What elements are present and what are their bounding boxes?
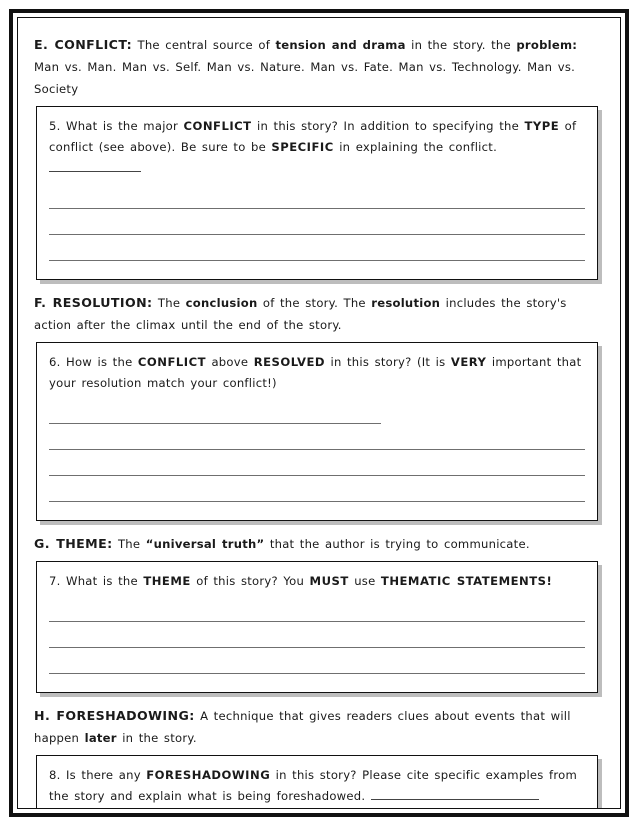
definition-heading-theme: G. THEME:: [34, 536, 113, 551]
definition-resolution-bold-1: conclusion: [185, 296, 258, 310]
definition-theme-bold-1: “universal truth”: [145, 537, 265, 551]
answer-line[interactable]: [49, 622, 585, 648]
answer-line[interactable]: [49, 183, 585, 209]
question-5-cap-c: SPECIFIC: [271, 140, 334, 154]
answer-line[interactable]: [49, 648, 585, 674]
question-7-text-b: of this story? You: [196, 574, 305, 588]
definition-theme: [34, 533, 606, 555]
worksheet-page-frame: [9, 9, 629, 817]
question-6-prompt: [49, 352, 585, 394]
definition-resolution-text-1: The: [157, 296, 181, 310]
definition-resolution-bold-2: resolution: [371, 296, 441, 310]
question-6-cap-c: VERY: [450, 355, 487, 369]
definition-theme-text-2: that the author is trying to communicate.: [269, 537, 530, 551]
question-5-text-a: What is the major: [66, 119, 179, 133]
question-5-prompt: [49, 116, 585, 179]
question-7-box[interactable]: [36, 561, 598, 693]
definition-heading-foreshadowing: H. FORESHADOWING:: [34, 708, 195, 723]
question-6-cap-a: CONFLICT: [137, 355, 206, 369]
definition-foreshadowing-bold-1: later: [84, 731, 117, 745]
definition-conflict-bold-2: problem:: [516, 38, 578, 52]
question-7-text-c: use: [354, 574, 376, 588]
question-5-number: 5.: [49, 119, 61, 133]
question-5-cap-a: CONFLICT: [183, 119, 252, 133]
definition-conflict-bold-1: tension and drama: [275, 38, 406, 52]
definition-foreshadowing: [34, 705, 606, 749]
answer-line[interactable]: [49, 596, 585, 622]
question-7-cap-c: THEMATIC STATEMENTS!: [380, 574, 553, 588]
answer-line[interactable]: [49, 398, 381, 424]
question-6-text-a: How is the: [66, 355, 133, 369]
definition-resolution-text-2: of the story. The: [262, 296, 366, 310]
question-8-text-b: in this story? Please cite specific examples from the story and explain what is being foreshadowed.: [49, 768, 578, 803]
definition-resolution-text-3: includes the story's action after the climax until the end of the story.: [34, 296, 567, 332]
question-6-cap-b: RESOLVED: [253, 355, 326, 369]
question-5-cap-b: TYPE: [524, 119, 560, 133]
definition-resolution: [34, 292, 606, 336]
question-7-prompt: [49, 571, 585, 592]
answer-line[interactable]: [49, 235, 585, 261]
question-7-cap-a: THEME: [143, 574, 191, 588]
answer-area-padding: [49, 261, 585, 269]
question-7-answer-lines[interactable]: [49, 596, 585, 682]
definition-conflict: [34, 34, 606, 100]
question-5-box[interactable]: [36, 106, 598, 280]
question-6-text-c: in this story? (It is: [330, 355, 446, 369]
answer-line[interactable]: [49, 209, 585, 235]
definition-foreshadowing-text-2: in the story.: [122, 731, 197, 745]
question-6-text-d: important that your resolution match your conflict!): [49, 355, 582, 390]
question-7-text-a: What is the: [66, 574, 138, 588]
definition-heading-conflict: E. CONFLICT:: [34, 37, 133, 52]
definition-theme-text-1: The: [117, 537, 141, 551]
question-5-text-b: in this story? In addition to specifying the: [257, 119, 519, 133]
question-8-inline-answer-rule[interactable]: [371, 789, 539, 800]
question-7-cap-b: MUST: [309, 574, 349, 588]
answer-area-padding: [49, 502, 585, 510]
question-8-prompt: [49, 765, 585, 807]
answer-line[interactable]: [49, 476, 585, 502]
worksheet-page-inner-border: [17, 17, 621, 809]
definition-foreshadowing-text-1: A technique that gives readers clues about events that will happen: [34, 709, 571, 745]
question-5-text-d: in explaining the conflict.: [339, 140, 498, 154]
answer-area-padding: [49, 674, 585, 682]
answer-line[interactable]: [49, 424, 585, 450]
question-6-box[interactable]: [36, 342, 598, 521]
question-5-text-c: of conflict (see above). Be sure to be: [49, 119, 577, 154]
question-8-box[interactable]: [36, 755, 598, 809]
question-5-answer-lines[interactable]: [49, 183, 585, 269]
question-8-text-a: Is there any: [66, 768, 141, 782]
definition-conflict-text-3: Man vs. Man. Man vs. Self. Man vs. Nature. Man vs. Fate. Man vs. Technology. Man vs. Society: [34, 60, 576, 96]
definition-conflict-text-1: The central source of: [137, 38, 271, 52]
question-5-inline-answer-rule[interactable]: [49, 161, 141, 172]
question-6-number: 6.: [49, 355, 61, 369]
definition-conflict-text-2: in the story. the: [411, 38, 511, 52]
worksheet-content: [18, 18, 620, 808]
question-6-text-b: above: [211, 355, 249, 369]
question-6-answer-lines[interactable]: [49, 398, 585, 510]
question-8-number: 8.: [49, 768, 61, 782]
definition-heading-resolution: F. RESOLUTION:: [34, 295, 153, 310]
answer-line[interactable]: [49, 450, 585, 476]
question-7-number: 7.: [49, 574, 61, 588]
question-8-cap-a: FORESHADOWING: [146, 768, 271, 782]
